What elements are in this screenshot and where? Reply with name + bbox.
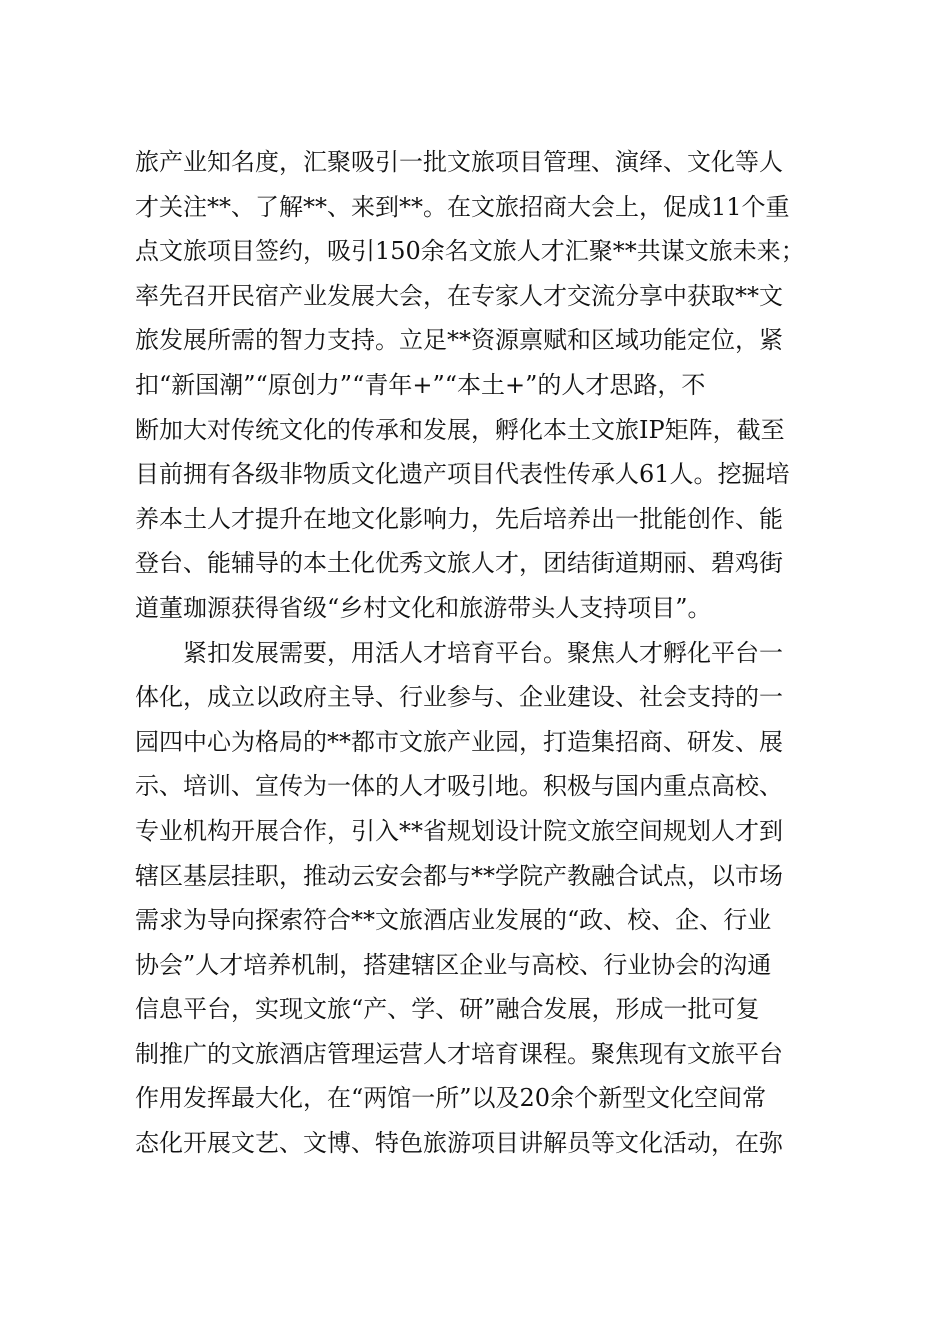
text-line-first: 紧扣发展需要，用活人才培育平台。聚焦人才孵化平台一	[183, 638, 783, 667]
text-line: 断加大对传统文化的传承和发展，孵化本土文旅IP矩阵，截至	[135, 415, 785, 444]
text-line: 态化开展文艺、文博、特色旅游项目讲解员等文化活动，在弥	[135, 1129, 783, 1158]
text-line: 制推广的文旅酒店管理运营人才培育课程。聚焦现有文旅平台	[135, 1039, 783, 1068]
paragraph-2	[135, 631, 820, 1166]
text-line: 辖区基层挂职，推动云安会都与**学院产教融合试点，以市场	[135, 861, 783, 890]
text-line: 园四中心为格局的**都市文旅产业园，打造集招商、研发、展	[135, 727, 783, 756]
text-line: 作用发挥最大化，在“两馆一所”以及20余个新型文化空间常	[135, 1084, 767, 1113]
text-line: 体化，成立以政府主导、行业参与、企业建设、社会支持的一	[135, 683, 783, 712]
text-line: 才关注**、了解**、来到**。在文旅招商大会上，促成11个重	[135, 192, 790, 221]
text-line: 率先召开民宿产业发展大会，在专家人才交流分享中获取**文	[135, 281, 783, 310]
text-line: 点文旅项目签约，吸引150余名文旅人才汇聚**共谋文旅未来；	[135, 237, 805, 266]
text-line: 旅产业知名度，汇聚吸引一批文旅项目管理、演绎、文化等人	[135, 148, 783, 176]
text-line: 扣“新国潮”“原创力”“青年+”“本土+”的人才思路，不	[135, 370, 706, 399]
text-line: 道董珈源获得省级“乡村文化和旅游带头人支持项目”。	[135, 593, 712, 622]
text-line: 养本土人才提升在地文化影响力，先后培养出一批能创作、能	[135, 504, 783, 533]
text-line: 需求为导向探索符合**文旅酒店业发展的“政、校、企、行业	[135, 906, 772, 935]
text-line: 专业机构开展合作，引入**省规划设计院文旅空间规划人才到	[135, 816, 783, 845]
document-body	[135, 140, 820, 1166]
text-line: 目前拥有各级非物质文化遗产项目代表性传承人61人。挖掘培	[135, 460, 790, 489]
text-line: 登台、能辅导的本土化优秀文旅人才，团结街道期丽、碧鸡街	[135, 549, 783, 578]
text-line: 旅发展所需的智力支持。立足**资源禀赋和区域功能定位，紧	[135, 326, 783, 355]
text-line: 示、培训、宣传为一体的人才吸引地。积极与国内重点高校、	[135, 772, 783, 801]
text-line: 信息平台，实现文旅“产、学、研”融合发展，形成一批可复	[135, 995, 760, 1024]
paragraph-1	[135, 140, 820, 631]
text-line: 协会”人才培养机制，搭建辖区企业与高校、行业协会的沟通	[135, 950, 772, 979]
